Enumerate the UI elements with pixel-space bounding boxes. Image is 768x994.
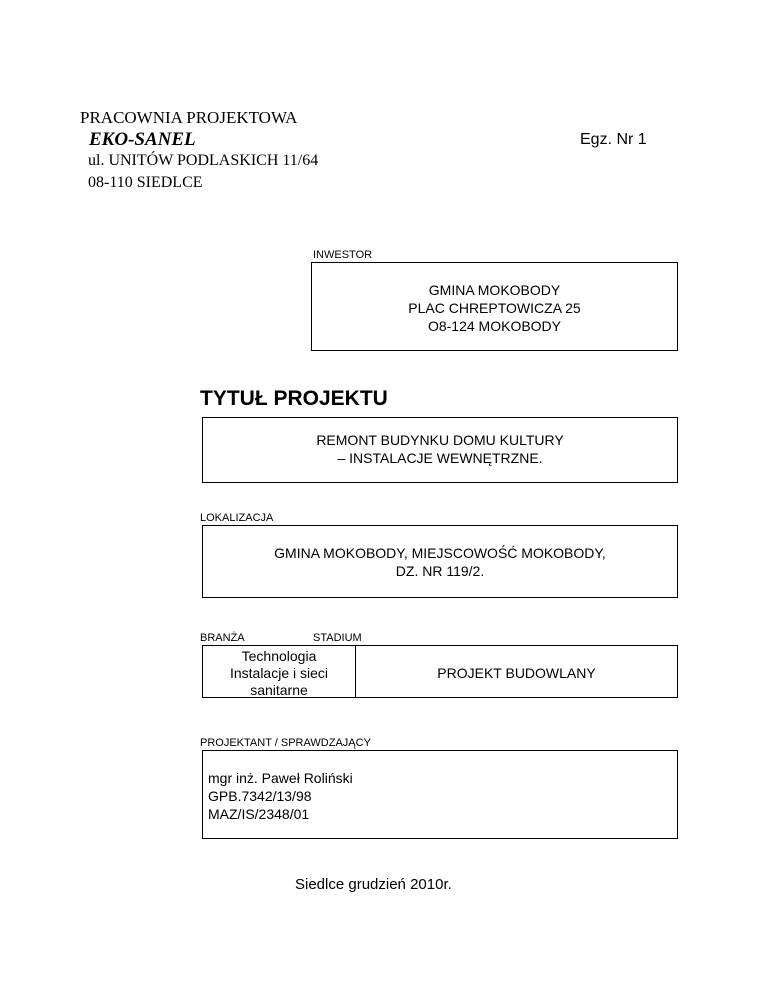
stage-label: STADIUM [313, 632, 362, 644]
investor-city: O8-124 MOKOBODY [427, 318, 562, 334]
investor-street: PLAC CHREPTOWICZA 25 [408, 300, 581, 316]
place-date: Siedlce grudzień 2010r. [295, 876, 452, 893]
project-title-label: TYTUŁ PROJEKTU [200, 387, 388, 410]
branch-label: BRANŻA [200, 632, 245, 644]
project-title-box [202, 417, 678, 483]
project-title-line2: – INSTALACJE WEWNĘTRZNE. [337, 450, 543, 466]
designer-label: PROJEKTANT / SPRAWDZAJĄCY [200, 737, 371, 749]
branch-box [202, 645, 356, 698]
copy-number: Egz. Nr 1 [580, 131, 647, 148]
branch-line3: sanitarne [250, 682, 308, 698]
investor-name: GMINA MOKOBODY [428, 282, 561, 298]
project-title-line1: REMONT BUDYNKU DOMU KULTURY [316, 432, 564, 448]
office-line1: PRACOWNIA PROJEKTOWA [80, 108, 298, 127]
designer-license1: GPB.7342/13/98 [208, 788, 312, 804]
address-city: 08-110 SIEDLCE [88, 174, 203, 191]
stage-value: PROJEKT BUDOWLANY [437, 665, 596, 681]
stage-box [355, 645, 678, 698]
location-line2: DZ. NR 119/2. [395, 563, 485, 579]
investor-label: INWESTOR [313, 249, 373, 261]
investor-box [311, 262, 678, 351]
branch-line2: Instalacje i sieci [229, 665, 329, 681]
branch-line1: Technologia [241, 648, 317, 664]
designer-box [202, 750, 678, 839]
address-street: ul. UNITÓW PODLASKICH 11/64 [88, 152, 319, 169]
location-label: LOKALIZACJA [200, 512, 274, 524]
location-box [202, 525, 678, 598]
designer-license2: MAZ/IS/2348/01 [208, 806, 310, 822]
office-name: EKO-SANEL [89, 129, 196, 150]
location-line1: GMINA MOKOBODY, MIEJSCOWOŚĆ MOKOBODY, [274, 545, 606, 561]
designer-name: mgr inż. Paweł Roliński [208, 770, 353, 786]
